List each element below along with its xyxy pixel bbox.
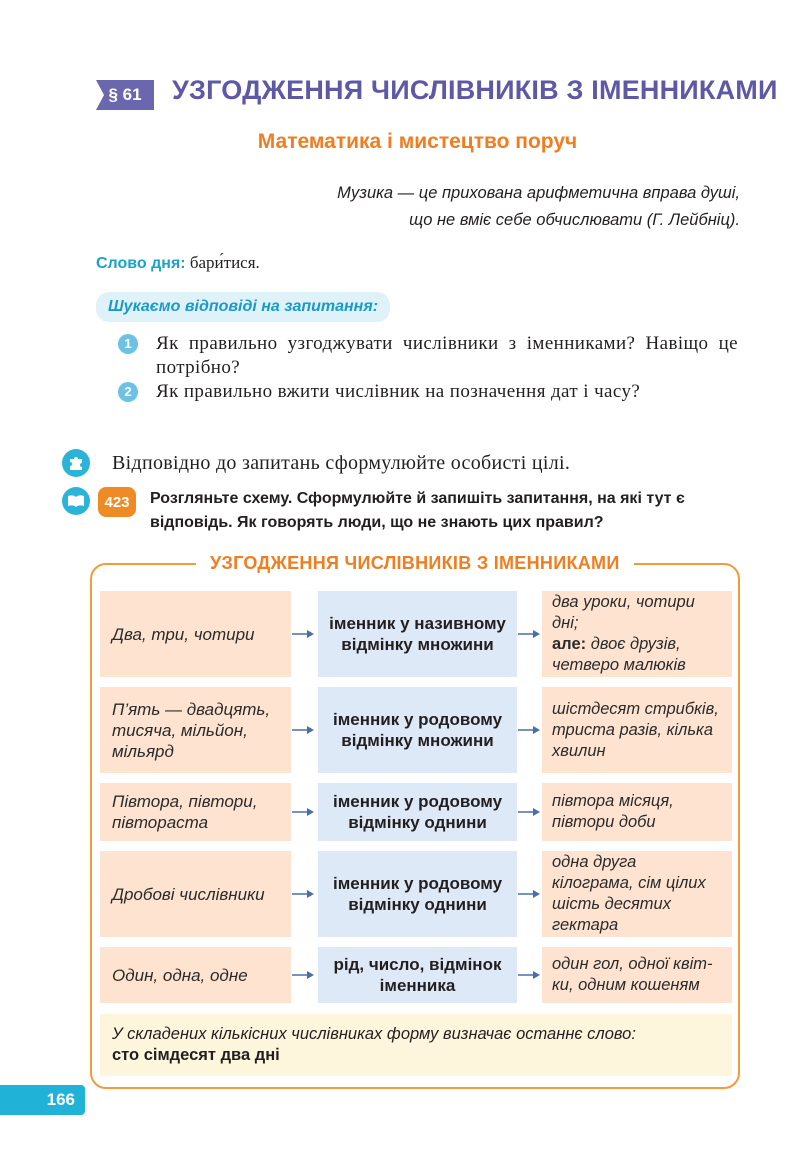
scheme-right-cell: півтора місяця, півтори доби (542, 783, 732, 841)
scheme-left-cell: Півтора, півтори, півтораста (100, 783, 291, 841)
question-item (118, 332, 738, 380)
epigraph (337, 180, 740, 234)
page-subtitle: Математика і мистецтво поруч (257, 130, 578, 153)
arrow-right-icon (518, 629, 540, 639)
question-number: 2 (118, 382, 138, 402)
goal-text: Відповідно до запитань сформулюйте особисті цілі. (112, 452, 571, 474)
arrow-right-icon (292, 889, 314, 899)
scheme-middle-cell: рід, число, відмінок іменника (318, 947, 517, 1003)
page-number: 166 (0, 1085, 85, 1115)
puzzle-icon (62, 449, 90, 477)
scheme-left-cell: П’ять — двадцять, тисяча, мільйон, мільярд (100, 687, 291, 773)
arrow-right-icon (292, 970, 314, 980)
scheme-right-cell (542, 591, 732, 677)
task-number: 423 (98, 487, 136, 517)
scheme-middle-cell: іменник у родовому відмінку однини (318, 783, 517, 841)
scheme-right-cell: одна друга кілограма, сім цілих шість десятих гектара (542, 851, 732, 937)
scheme-left-cell: Два, три, чотири (100, 591, 291, 677)
example-text: двоє друзів, (590, 635, 681, 653)
example-line (552, 634, 722, 655)
scheme-middle-cell: іменник у родовому відмінку однини (318, 851, 517, 937)
scheme-note (100, 1014, 732, 1076)
scheme-title: УЗГОДЖЕННЯ ЧИСЛІВНИКІВ З ІМЕННИКАМИ (196, 553, 634, 574)
section-badge (96, 80, 154, 110)
scheme-left-cell: Один, одна, одне (100, 947, 291, 1003)
arrow-right-icon (518, 725, 540, 735)
question-text: Як правильно вжити числівник на позначення дат і часу? (156, 381, 641, 402)
question-text: Як правильно узгоджувати числівники з іменниками? Навіщо це потрібно? (156, 333, 738, 378)
epigraph-line: Музика — це прихована арифметична вправа душі, (337, 184, 740, 202)
arrow-right-icon (292, 629, 314, 639)
arrow-right-icon (518, 807, 540, 817)
word-of-day (96, 253, 260, 273)
arrow-right-icon (518, 970, 540, 980)
question-item (118, 380, 738, 404)
epigraph-line: що не вміє себе обчислювати (Г. Лейбніц). (409, 211, 740, 229)
exception-label: але: (552, 635, 587, 653)
scheme-left-cell: Дробові числівники (100, 851, 291, 937)
arrow-right-icon (292, 807, 314, 817)
scheme-right-cell: шістдесят стрибків, триста разів, кілька хвилин (542, 687, 732, 773)
task-text: Розгляньте схему. Сформулюйте й запишіть запитання, на які тут є відповідь. Як говорять люди, що не знають цих правил? (150, 490, 685, 531)
example-line: два уроки, чотири дні; (552, 593, 695, 632)
section-number: § 61 (108, 85, 142, 104)
chevron-icon (96, 80, 104, 110)
note-text: У складених кількісних числівниках форму визначає останнє слово: (112, 1025, 636, 1043)
word-of-day-word: бари́тися. (185, 253, 260, 272)
book-icon (62, 487, 90, 515)
scheme-middle-cell: іменник у називному відмінку множини (318, 591, 517, 677)
scheme-right-cell: один гол, одної квітки, одним кошеням (542, 947, 732, 1003)
example-line: четверо малюків (552, 656, 686, 674)
arrow-right-icon (518, 889, 540, 899)
question-number: 1 (118, 334, 138, 354)
scheme-middle-cell: іменник у родовому відмінку множини (318, 687, 517, 773)
seek-answers-label: Шукаємо відповіді на запитання: (96, 292, 390, 322)
note-example: сто сімдесят два дні (112, 1046, 280, 1064)
word-of-day-label: Слово дня: (96, 255, 186, 272)
page-title: УЗГОДЖЕННЯ ЧИСЛІВНИКІВ З ІМЕННИКАМИ (172, 75, 778, 105)
arrow-right-icon (292, 725, 314, 735)
